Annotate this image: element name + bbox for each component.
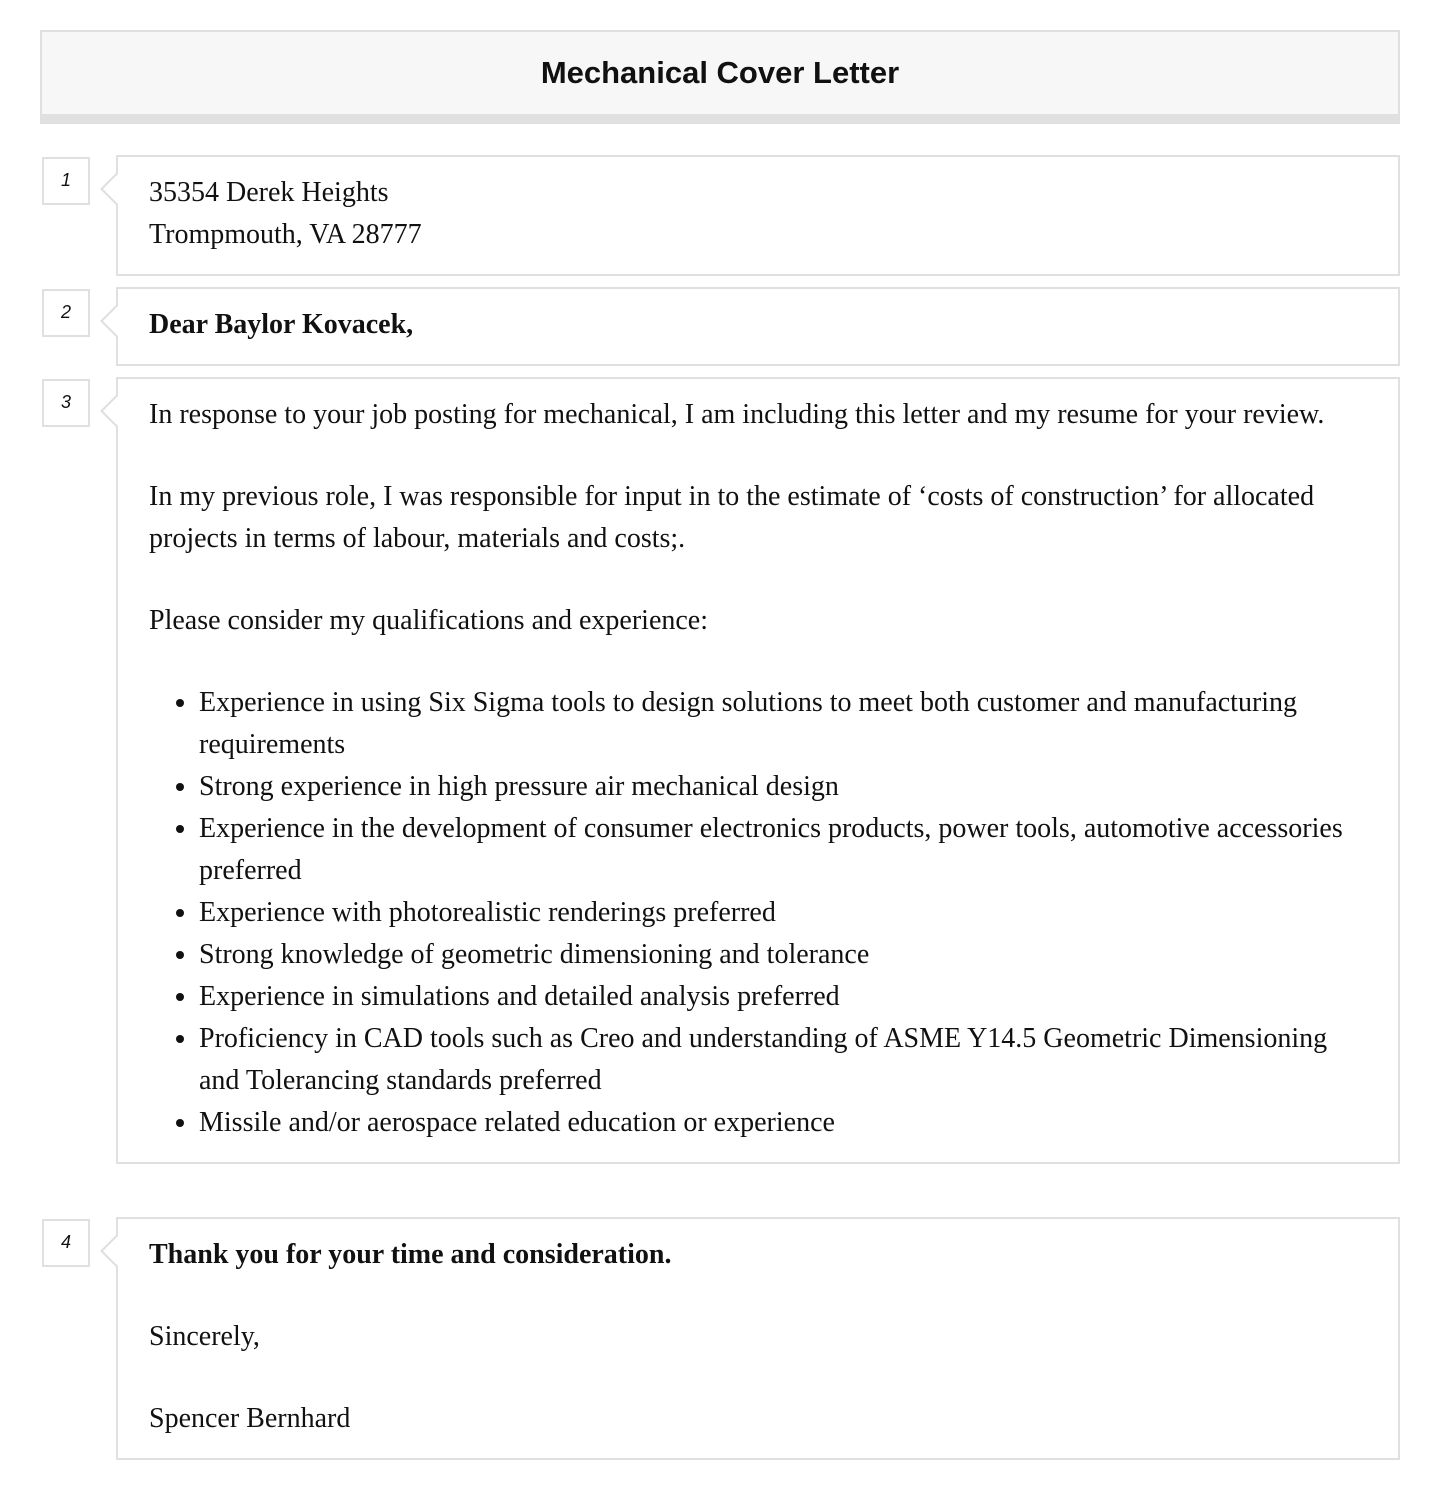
signoff: Sincerely, (149, 1321, 260, 1352)
list-item: • Missile and/or aerospace related education or experience (199, 1102, 1368, 1144)
list-item: • Strong experience in high pressure air mechanical design (199, 766, 1368, 808)
salutation: Dear Baylor Kovacek, (149, 309, 414, 340)
section-number: 3 (42, 379, 90, 427)
body-paragraph: Please consider my qualifications and experience: (149, 605, 709, 636)
section-number: 2 (42, 289, 90, 337)
signature: Spencer Bernhard (149, 1403, 351, 1434)
page-title: Mechanical Cover Letter (540, 55, 900, 90)
list-item: • Experience with photorealistic renderings preferred (199, 892, 1368, 934)
body-paragraph: In response to your job posting for mechanical, I am including this letter and my resume for your review. (149, 399, 1325, 430)
section-number: 4 (42, 1219, 90, 1267)
list-item: • Experience in using Six Sigma tools to design solutions to meet both customer and manufacturing requirements (199, 682, 1368, 766)
section-number: 1 (42, 157, 90, 205)
list-item: • Experience in the development of consumer electronics products, power tools, automotive accessories preferred (199, 808, 1368, 892)
qualifications-list (149, 682, 1368, 1144)
list-item: • Strong knowledge of geometric dimensioning and tolerance (199, 934, 1368, 976)
section-content (116, 287, 1400, 366)
closing-thanks: Thank you for your time and consideration. (149, 1239, 672, 1270)
address-line-2: Trompmouth, VA 28777 (149, 219, 422, 250)
section-content (116, 1217, 1400, 1460)
list-item: • Experience in simulations and detailed analysis preferred (199, 976, 1368, 1018)
title-bar (40, 30, 1400, 124)
list-item: • Proficiency in CAD tools such as Creo and understanding of ASME Y14.5 Geometric Dimensioning and Tolerancing standards preferred (199, 1018, 1368, 1102)
address-line-1: 35354 Derek Heights (149, 177, 389, 208)
section-content (116, 377, 1400, 1164)
body-paragraph: In my previous role, I was responsible for input in to the estimate of ‘costs of construction’ for allocated projects in terms of labour, materials and costs;. (149, 481, 1315, 554)
section-content (116, 155, 1400, 276)
